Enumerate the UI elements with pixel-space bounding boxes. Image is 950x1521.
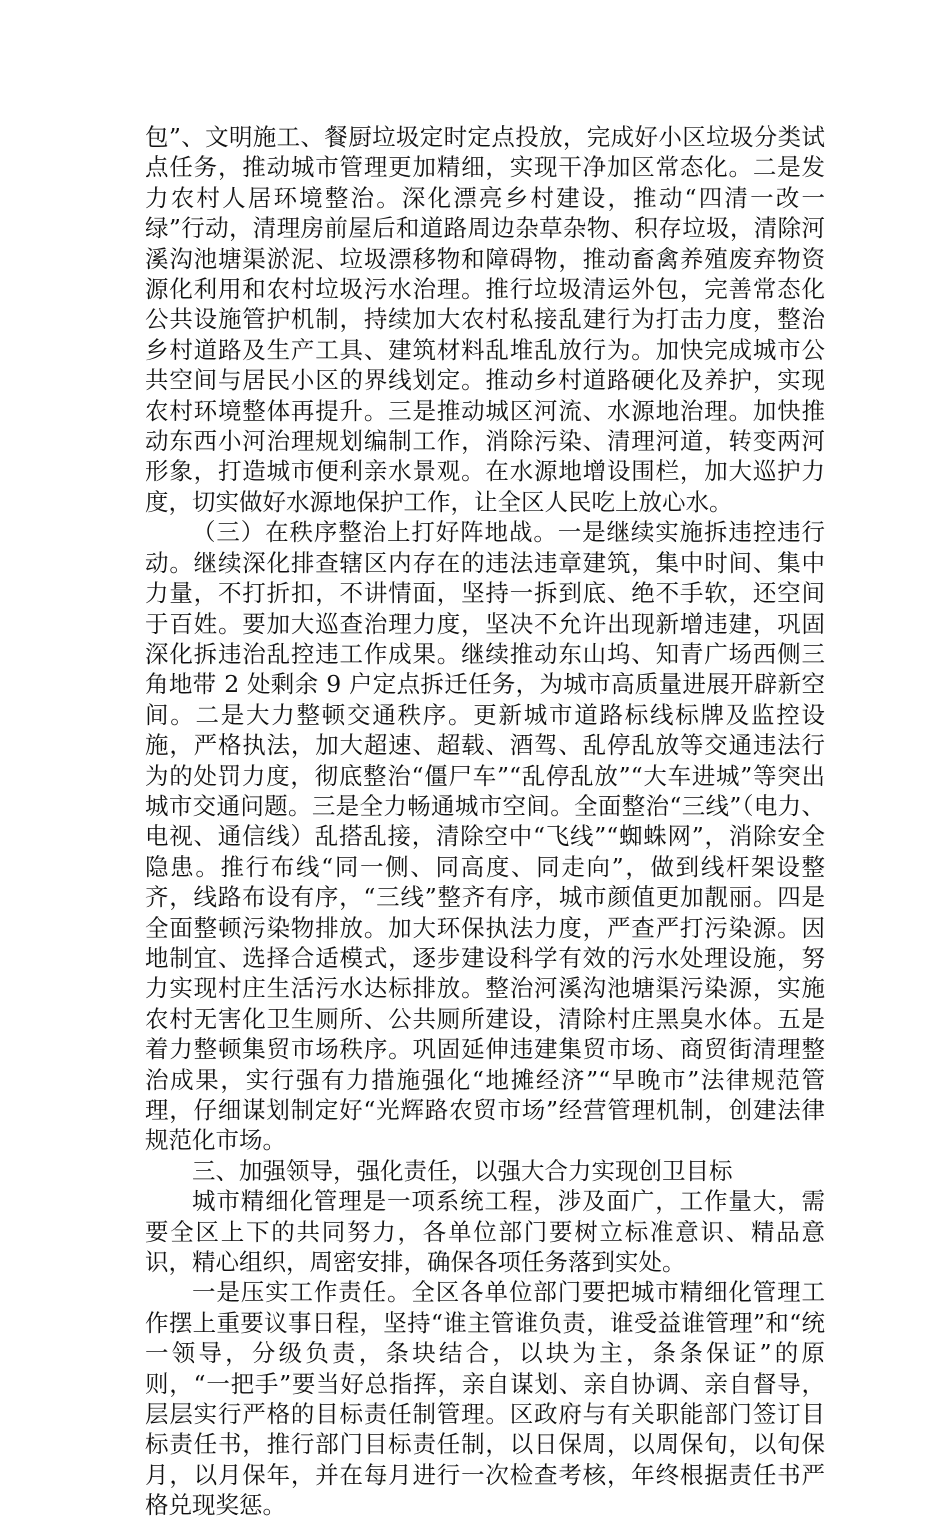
paragraph-responsibility: 一是压实工作责任。全区各单位部门要把城市精细化管理工作摆上重要议事日程，坚持“谁主管谁负责，谁受益谁管理”和“统一领导，分级负责，条块结合，以块为主，条条保证”的原则，“一把手”要当好总指挥，亲自谋划、亲自协调、亲自督导，层层实行严格的目标责任制管理。区政府与有关职能部门签订目标责任书，推行部门目标责任制，以日保周，以周保旬，以旬保月，以月保年，并在每月进行一次检查考核，年终根据责任书严格兑现奖惩。 — [145, 1278, 825, 1520]
paragraph-order-rectification: （三）在秩序整治上打好阵地战。一是继续实施拆违控违行动。继续深化排查辖区内存在的违法违章建筑，集中时间、集中力量，不打折扣，不讲情面，坚持一拆到底、绝不手软，还空间于百姓。要加大巡查治理力度，坚决不允许出现新增违建，巩固深化拆违治乱控违工作成果。继续推动东山坞、知青广场西侧三角地带 2 处剩余 9 户定点拆迁任务，为城市高质量进展开辟新空间。二是大力整顿交通秩序。更新城市道路标线标牌及监控设施，严格执法，加大超速、超载、酒驾、乱停乱放等交通违法行为的处罚力度，彻底整治“僵尸车”“乱停乱放”“大车进城”等突出城市交通问题。三是全力畅通城市空间。全面整治“三线”（电力、电视、通信线）乱搭乱接，清除空中“飞线”“蜘蛛网”，消除安全隐患。推行布线“同一侧、同高度、同走向”，做到线杆架设整齐，线路布设有序，“三线”整齐有序，城市颜值更加靓丽。四是全面整顿污染物排放。加大环保执法力度，严查严打污染源。因地制宜、选择合适模式，逐步建设科学有效的污水处理设施，努力实现村庄生活污水达标排放。整治河溪沟池塘渠污染源，实施农村无害化卫生厕所、公共厕所建设，清除村庄黑臭水体。五是着力整顿集贸市场秩序。巩固延伸违建集贸市场、商贸街清理整治成果，实行强有力措施强化“地摊经济”“早晚市”法律规范管理，仔细谋划制定好“光辉路农贸市场”经营管理机制，创建法律规范化市场。 — [145, 518, 825, 1155]
document-body — [145, 122, 825, 1521]
paragraph-systematic-project: 城市精细化管理是一项系统工程，涉及面广，工作量大，需要全区上下的共同努力，各单位部门要树立标准意识、精品意识，精心组织，周密安排，确保各项任务落到实处。 — [145, 1187, 825, 1277]
section-heading-leadership: 三、加强领导，强化责任，以强大合力实现创卫目标 — [192, 1156, 733, 1185]
paragraph-sanitation-continued: 包”、文明施工、餐厨垃圾定时定点投放，完成好小区垃圾分类试点任务，推动城市管理更加精细，实现干净加区常态化。二是发力农村人居环境整治。深化漂亮乡村建设，推动“四清一改一绿”行动，清理房前屋后和道路周边杂草杂物、积存垃圾，清除河溪沟池塘渠淤泥、垃圾漂移物和障碍物，推动畜禽养殖废弃物资源化利用和农村垃圾污水治理。推行垃圾清运外包，完善常态化公共设施管护机制，持续加大农村私接乱建行为打击力度，整治乡村道路及生产工具、建筑材料乱堆乱放行为。加快完成城市公共空间与居民小区的界线划定。推动乡村道路硬化及养护，实现农村环境整体再提升。三是推动城区河流、水源地治理。加快推动东西小河治理规划编制工作，消除污染、清理河道，转变两河形象，打造城市便利亲水景观。在水源地增设围栏，加大巡护力度，切实做好水源地保护工作，让全区人民吃上放心水。 — [145, 123, 825, 516]
